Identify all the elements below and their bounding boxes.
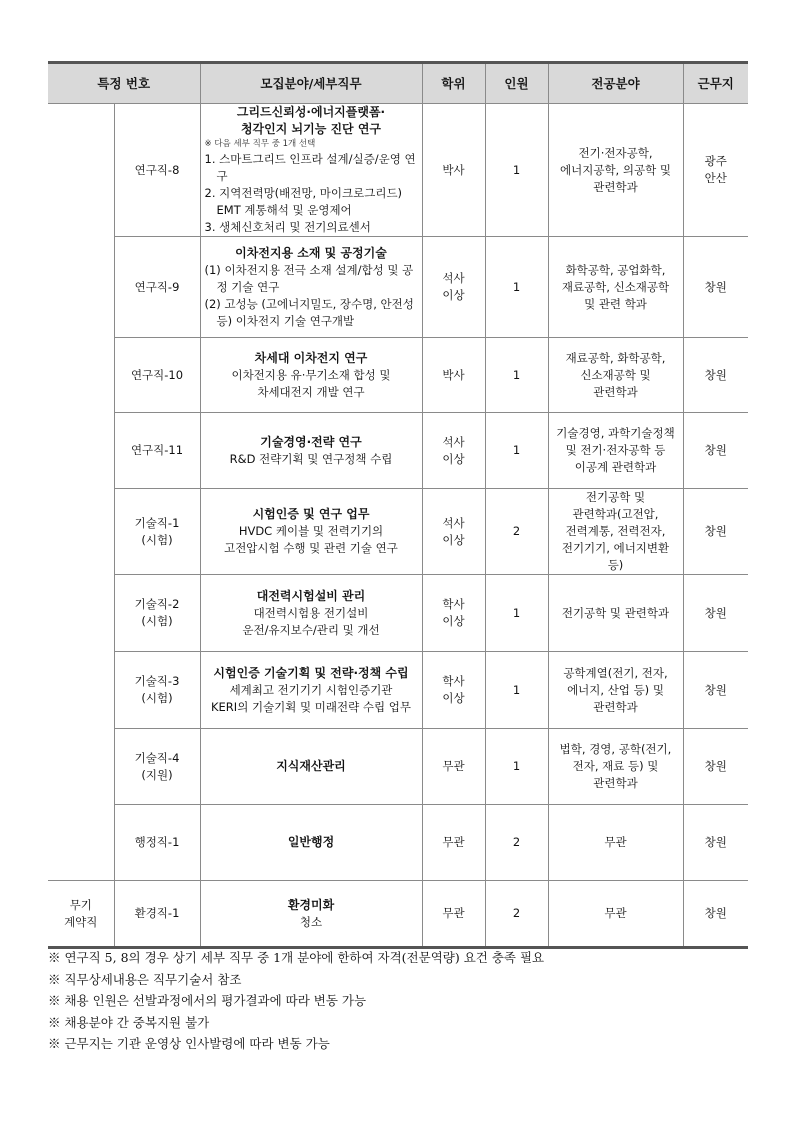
major: 무관 [604,906,627,920]
job-field-cell [200,575,422,652]
job-code-cell [114,729,200,805]
table-row [48,805,748,881]
job-field-cell [200,729,422,805]
table-row [48,652,748,729]
job-code: 행정직-1 [134,835,180,849]
location-cell [683,489,748,575]
job-code-cell [114,338,200,413]
job-field-cell [200,652,422,729]
major: 관련학과(고전압, [572,507,659,521]
job-code: 기술직-1 [134,515,180,530]
count-cell: 1 [485,237,548,338]
degree-cell [422,805,485,881]
count-cell: 2 [485,489,548,575]
job-title: 시험인증 및 연구 업무 [252,507,370,521]
major: 전기기기, 에너지변환 등) [561,541,670,572]
location: 창원 [704,759,727,773]
table-header-row [48,63,748,104]
job-description: HVDC 케이블 및 전력기기의 [238,524,384,538]
job-code: 기술직-4 [134,750,180,765]
major: 전기·전자공학, [578,145,653,160]
job-description: R&D 전략기획 및 연구정책 수립 [229,451,393,466]
location: 창원 [704,443,727,457]
job-description: 청소 [299,914,323,929]
location: 창원 [704,906,727,920]
degree-cell [422,881,485,948]
job-title: 환경미화 [287,897,335,912]
footnote: ※ 채용분야 간 중복지원 불가 [48,1014,210,1030]
degree: 이상 [442,691,465,705]
job-field-cell [200,881,422,948]
table-row [48,489,748,575]
count-cell: 1 [485,413,548,489]
table-body [48,104,748,948]
major: 관련학과 [593,699,638,714]
major: 전자, 재료 등) 및 [572,759,659,773]
location-cell [683,652,748,729]
major-cell [548,881,683,948]
degree-cell [422,729,485,805]
count-cell: 2 [485,881,548,948]
header-field: 모집분야/세부직무 [200,63,422,104]
major: 및 관련 학과 [584,296,647,311]
job-title: 이차전지용 소재 및 공정기술 [235,245,387,260]
job-description: 운전/유지보수/관리 및 개선 [242,622,380,637]
job-field-cell [200,805,422,881]
count-cell: 1 [485,652,548,729]
job-duty-item: 1. 스마트그리드 인프라 설계/실증/운영 연구 [204,152,416,183]
job-description: KERI의 기술기획 및 미래전략 수립 업무 [211,699,411,714]
location: 광주 [704,154,727,168]
job-title: 시험인증 기술기획 및 전략·정책 수립 [213,665,409,680]
job-code: (시험) [141,532,173,547]
job-code-cell [114,237,200,338]
degree: 무관 [442,759,465,773]
degree-cell [422,237,485,338]
table-row [48,237,748,338]
major: 화학공학, 공업화학, [565,262,666,277]
job-code: (시험) [141,614,173,628]
job-code: 연구직-8 [134,162,180,177]
major: 기술경영, 과학기술정책 [556,426,675,440]
location-cell [683,237,748,338]
count-cell: 1 [485,104,548,237]
job-title: 기술경영·전략 연구 [260,434,362,449]
major-cell [548,575,683,652]
degree-cell [422,104,485,237]
header-degree: 학위 [422,63,485,104]
degree-cell [422,652,485,729]
location-cell [683,413,748,489]
job-code: 기술직-2 [134,597,180,611]
major: 무관 [604,835,627,849]
job-title: 차세대 이차전지 연구 [254,350,368,365]
major-cell [548,729,683,805]
location-cell [683,729,748,805]
major: 전기공학 및 관련학과 [561,605,670,620]
header-location: 근무지 [683,63,748,104]
footnotes [48,947,758,1055]
count-cell: 1 [485,729,548,805]
job-code-cell [114,413,200,489]
degree: 석사 [442,434,465,449]
job-field-cell [200,489,422,575]
employment-type-cell [48,881,114,948]
major-cell [548,413,683,489]
job-code: (시험) [141,691,173,705]
major: 재료공학, 화학공학, [565,350,666,365]
footnote: ※ 근무지는 기관 운영상 인사발령에 따라 변동 가능 [48,1036,330,1051]
job-duty-item: 3. 생체신호처리 및 전기의료센서 [204,220,371,234]
job-code-cell [114,489,200,575]
degree: 이상 [442,614,465,628]
footnote: ※ 직무상세내용은 직무기술서 참조 [48,971,242,987]
degree-cell [422,489,485,575]
job-code: 기술직-3 [134,674,180,688]
major: 공학계열(전기, 전자, [563,665,668,680]
degree-cell [422,413,485,489]
job-code: 연구직-9 [134,279,180,294]
header-code: 특정 번호 [48,63,200,104]
job-description: 차세대전지 개발 연구 [257,384,365,399]
location-cell [683,805,748,881]
employment-type-cell [48,104,114,881]
major: 관련학과 [593,384,638,399]
job-code-cell [114,652,200,729]
job-code-cell [114,805,200,881]
footnote: ※ 연구직 5, 8의 경우 상기 세부 직무 중 1개 분야에 한하여 자격(전문역량) 요건 충족 필요 [48,950,545,965]
job-title: 대전력시험설비 관리 [256,588,366,603]
job-description: 세계최고 전기기기 시험인증기관 [229,682,393,697]
major: 재료공학, 신소재공학 [561,279,670,294]
location: 창원 [704,835,727,849]
job-description: 이차전지용 유·무기소재 합성 및 [231,367,391,382]
major-cell [548,338,683,413]
job-code: 연구직-10 [130,367,184,382]
major-cell [548,652,683,729]
degree: 무관 [442,835,465,849]
job-code-cell [114,881,200,948]
table-row [48,881,748,948]
major: 관련학과 [593,776,638,790]
location: 창원 [704,682,727,697]
major: 전력계통, 전력전자, [565,524,666,538]
job-title: 청각인지 뇌기능 진단 연구 [240,122,382,136]
degree: 무관 [442,906,465,920]
job-code-cell [114,104,200,237]
location: 창원 [704,524,727,538]
employment-type-label: 계약직 [64,914,98,929]
job-code: (지원) [141,767,173,782]
job-title: 그리드신뢰성·에너지플랫폼· [236,105,386,119]
table-row [48,575,748,652]
job-description: 고전압시험 수행 및 관련 기술 연구 [224,541,398,555]
major: 이공계 관련학과 [574,460,657,474]
major-cell [548,489,683,575]
location: 창원 [704,605,727,620]
degree: 박사 [442,162,465,177]
table-row [48,413,748,489]
major: 및 전기·전자공학 등 [565,443,666,457]
major: 에너지공학, 의공학 및 [560,162,671,177]
location: 창원 [704,279,727,294]
degree: 석사 [442,271,465,285]
job-field-cell [200,413,422,489]
job-field-cell [200,104,422,237]
major: 법학, 경영, 공학(전기, [559,742,672,756]
major-cell [548,104,683,237]
degree: 이상 [442,288,465,302]
table-row [48,338,748,413]
table-row [48,104,748,237]
job-title: 지식재산관리 [276,759,346,773]
employment-type-label: 무기 [69,897,92,912]
job-duty-item: (2) 고성능 (고에너지밀도, 장수명, 안전성 등) 이차전지 기술 연구개발 [204,296,414,328]
location: 창원 [704,367,727,382]
location-cell [683,881,748,948]
major: 신소재공학 및 [580,367,651,382]
count-cell: 1 [485,575,548,652]
footnote: ※ 채용 인원은 선발과정에서의 평가결과에 따라 변동 가능 [48,993,367,1008]
major-cell [548,805,683,881]
job-code-cell [114,575,200,652]
major: 에너지, 산업 등) 및 [567,682,664,697]
job-field-cell [200,338,422,413]
job-code: 환경직-1 [134,906,180,920]
header-major: 전공분야 [548,63,683,104]
degree: 이상 [442,532,465,547]
location-cell [683,575,748,652]
major: 전기공학 및 [585,490,646,504]
major: 관련학과 [593,179,638,194]
location: 안산 [704,171,727,185]
job-code: 연구직-11 [130,443,184,457]
major-cell [548,237,683,338]
count-cell: 1 [485,338,548,413]
degree: 학사 [442,674,465,688]
recruitment-table [48,61,748,949]
header-count: 인원 [485,63,548,104]
degree: 학사 [442,597,465,611]
degree: 이상 [442,451,465,466]
degree-cell [422,338,485,413]
count-cell: 2 [485,805,548,881]
degree: 박사 [442,367,465,382]
location-cell [683,338,748,413]
job-note: ※ 다음 세부 직무 중 1개 선택 [204,139,316,149]
job-duty-item: 2. 지역전력망(배전망, 마이크로그리드) EMT 계통해석 및 운영제어 [204,186,403,217]
job-title: 일반행정 [287,835,335,849]
job-field-cell [200,237,422,338]
degree-cell [422,575,485,652]
job-description: 대전력시험용 전기설비 [253,605,369,620]
degree: 석사 [442,515,465,530]
table-row [48,729,748,805]
location-cell [683,104,748,237]
job-duty-item: (1) 이차전지용 전극 소재 설계/합성 및 공정 기술 연구 [204,262,414,294]
